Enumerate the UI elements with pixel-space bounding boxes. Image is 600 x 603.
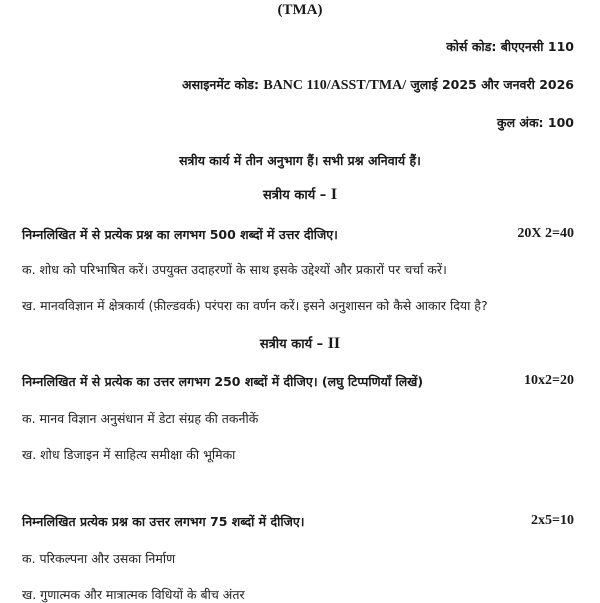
total-marks-label: कुल अंक:	[496, 115, 544, 130]
section-numeral: II	[327, 335, 341, 352]
total-marks	[497, 114, 574, 131]
assignment-code-value: BANC 110/ASST/TMA/	[263, 78, 407, 93]
question-item: क. शोध को परिभाषित करें। उपयुक्त उदाहरणों के साथ इसके उद्देश्यों और प्रकारों पर चर्चा करें।	[22, 262, 447, 277]
total-marks-value: 100	[547, 115, 574, 130]
question-item: ख. मानवविज्ञान में क्षेत्रकार्य (फ़ील्डवर्क) परंपरा का वर्णन करें। इसने अनुशासन को कैसे आकार दिया है?	[22, 298, 488, 313]
question-item: ख. गुणात्मक और मात्रात्मक विधियों के बीच अंतर	[22, 587, 245, 602]
assignment-code-label: असाइनमेंट कोड:	[182, 77, 259, 92]
course-code-label: कोर्स कोड:	[446, 39, 497, 54]
assignment-code	[182, 76, 574, 94]
marks-3: 2x5=10	[531, 513, 574, 528]
tma-label: (TMA)	[277, 2, 323, 18]
question-item: क. परिकल्पना और उसका निर्माण	[22, 551, 176, 566]
question-heading-3: निम्नलिखित प्रत्येक प्रश्न का उत्तर लगभग 75 शब्दों में दीजिए।	[22, 514, 305, 529]
question-item: ख. शोध डिजाइन में साहित्य समीक्षा की भूमिका	[22, 447, 236, 462]
assignment-session: जुलाई 2025 और जनवरी 2026	[410, 77, 574, 92]
section-title-1	[0, 185, 600, 204]
section-title-text: सत्रीय कार्य –	[262, 188, 327, 203]
section-numeral: I	[330, 186, 338, 203]
section-title-text: सत्रीय कार्य –	[259, 337, 324, 352]
course-code	[446, 38, 574, 55]
section-title-2	[0, 334, 600, 353]
marks-1: 20X 2=40	[517, 226, 574, 241]
general-instruction: सत्रीय कार्य में तीन अनुभाग हैं। सभी प्रश्न अनिवार्य हैं।	[179, 153, 421, 168]
question-item: क. मानव विज्ञान अनुसंधान में डेटा संग्रह की तकनीकें	[22, 411, 259, 426]
question-heading-2: निम्नलिखित में से प्रत्येक का उत्तर लगभग 250 शब्दों में दीजिए। (लघु टिप्पणियाँ लिखें)	[22, 374, 424, 389]
course-code-value: बीएएनसी 110	[500, 39, 574, 54]
marks-2: 10x2=20	[524, 373, 574, 388]
question-heading-1: निम्नलिखित में से प्रत्येक प्रश्न का लगभग 500 शब्दों में उत्तर दीजिए।	[22, 227, 338, 242]
